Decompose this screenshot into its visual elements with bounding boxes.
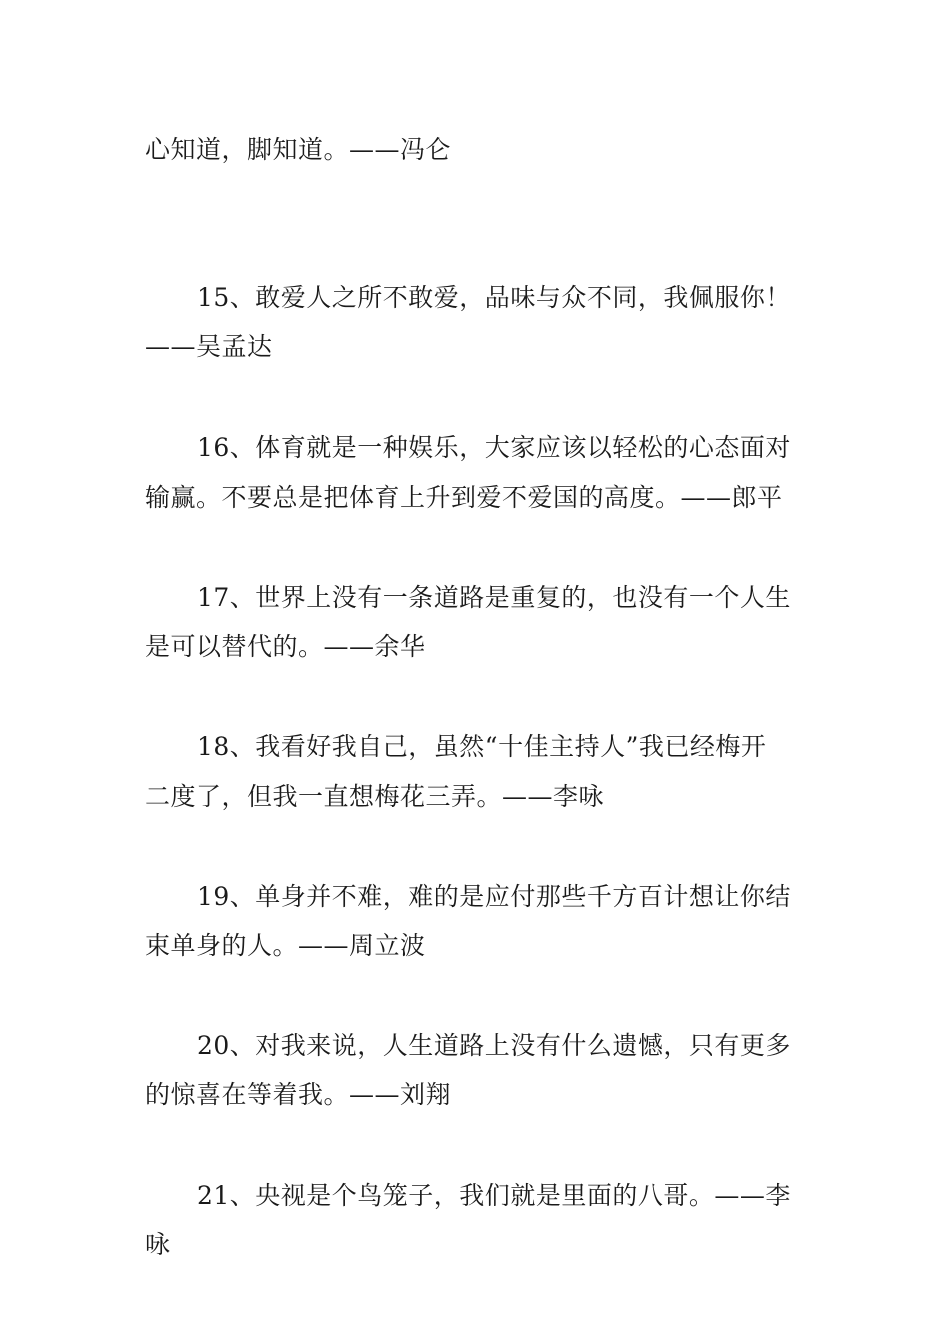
- paragraph-18-line-2: 二度了，但我一直想梅花三弄。——李咏: [145, 782, 605, 811]
- paragraph-16-line-1: 16、体育就是一种娱乐，大家应该以轻松的心态面对: [197, 433, 791, 462]
- paragraph-20-line-2: 的惊喜在等着我。——刘翔: [145, 1080, 452, 1109]
- paragraph-19-line-2: 束单身的人。——周立波: [145, 931, 426, 960]
- paragraph-21-line-1: 21、央视是个鸟笼子，我们就是里面的八哥。——李: [197, 1181, 791, 1210]
- paragraph-16-line-2: 输赢。不要总是把体育上升到爱不爱国的高度。——郎平: [145, 483, 783, 512]
- paragraph-15-line-1: 15、敢爱人之所不敢爱，品味与众不同，我佩服你！: [197, 283, 791, 312]
- paragraph-19-line-1: 19、单身并不难，难的是应付那些千方百计想让你结: [197, 882, 791, 911]
- paragraph-17-line-2: 是可以替代的。——余华: [145, 632, 426, 661]
- paragraph-18-line-1: 18、我看好我自己，虽然“十佳主持人”我已经梅开: [197, 732, 767, 761]
- paragraph-21-line-2: 咏: [145, 1230, 171, 1259]
- paragraph-14-line-2: 心知道，脚知道。——冯仑: [145, 135, 452, 164]
- paragraph-17-line-1: 17、世界上没有一条道路是重复的，也没有一个人生: [197, 583, 791, 612]
- paragraph-15-line-2: ——吴孟达: [145, 332, 273, 361]
- paragraph-20-line-1: 20、对我来说，人生道路上没有什么遗憾，只有更多: [197, 1031, 791, 1060]
